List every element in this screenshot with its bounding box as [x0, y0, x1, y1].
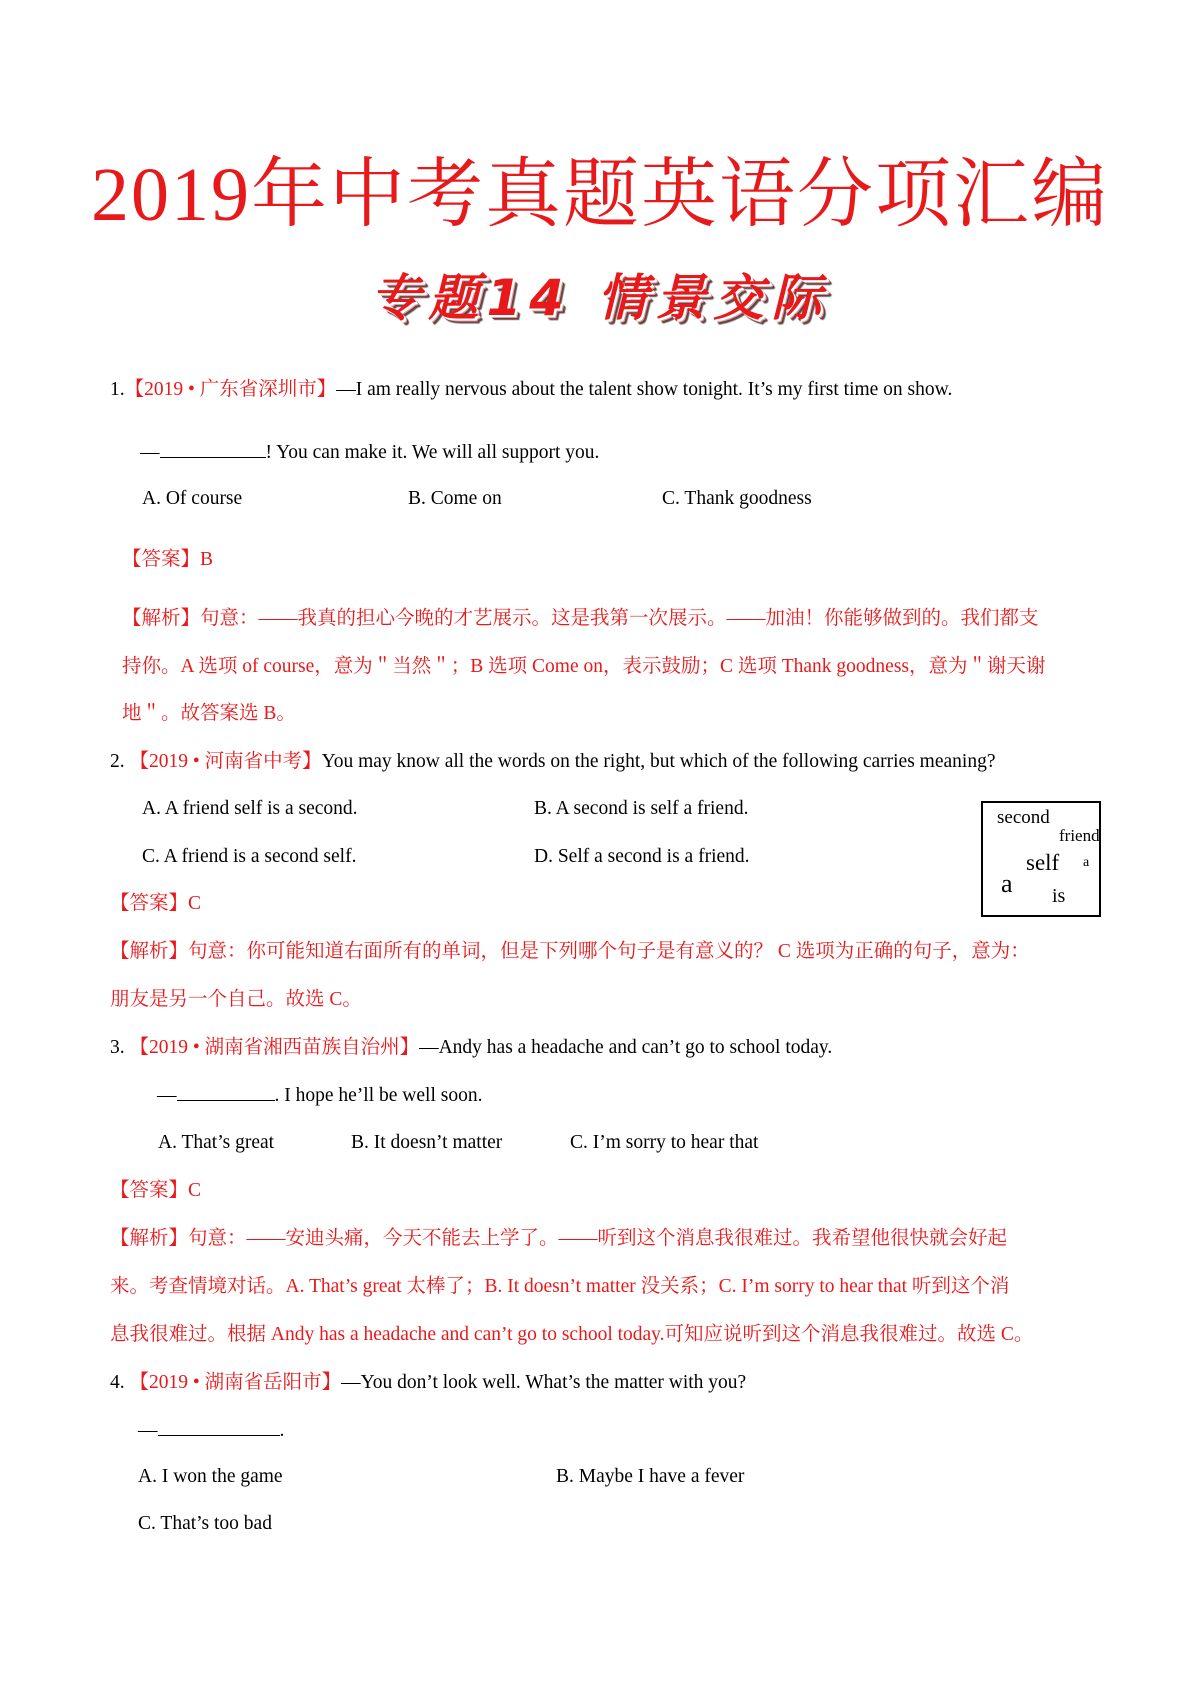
question-1-stem: —I am really nervous about the talent show tonight. It’s my first time on show. — [336, 379, 953, 400]
page-subtitle: 专题14 情景交际 — [370, 269, 830, 327]
question-3-option-a: A. That’s great — [158, 1132, 275, 1153]
question-2-option-a: A. A friend self is a second. — [142, 798, 358, 819]
question-3-blank — [177, 1081, 275, 1101]
question-2-option-d: D. Self a second is a friend. — [534, 846, 750, 867]
question-3-analysis-line-3: 息我很难过。根据 Andy has a headache and can’t go to school today.可知应说听到这个消息我很难过。故选 C。 — [110, 1324, 1034, 1345]
word-a-large: a — [1001, 869, 1013, 898]
question-1-answer: 【答案】B — [122, 549, 214, 570]
question-4-stem-line — [110, 1369, 746, 1397]
question-2-option-c: C. A friend is a second self. — [142, 846, 357, 867]
word-second: second — [997, 807, 1050, 828]
question-1-source: 【2019 • 广东省深圳市】 — [124, 379, 337, 400]
question-1-number: 1. — [110, 379, 125, 400]
question-1-stem-line — [110, 376, 952, 404]
question-1-option-c: C. Thank goodness — [662, 488, 812, 509]
question-3-stem-line — [110, 1034, 832, 1062]
question-2-source: 【2019 • 河南省中考】 — [129, 751, 322, 772]
question-4-stem: —You don’t look well. What’s the matter with you? — [341, 1372, 747, 1393]
question-3-source: 【2019 • 湖南省湘西苗族自治州】 — [129, 1037, 420, 1058]
question-3-answer: 【答案】C — [110, 1180, 202, 1201]
question-2-option-b: B. A second is self a friend. — [534, 798, 749, 819]
question-3-option-c: C. I’m sorry to hear that — [570, 1132, 759, 1153]
question-2-analysis-line-2: 朋友是另一个自己。故选 C。 — [110, 989, 362, 1010]
question-4-reply-prefix: — — [138, 1420, 158, 1441]
question-2-analysis-line-1: 【解析】句意：你可能知道右面所有的单词，但是下列哪个句子是有意义的？ C 选项为正确的句子，意为： — [110, 941, 1030, 962]
question-3-stem: —Andy has a headache and can’t go to school today. — [419, 1037, 833, 1058]
question-1-analysis-line-1: 【解析】句意：——我真的担心今晚的才艺展示。这是我第一次展示。——加油！你能够做到的。我们都支 — [122, 608, 1039, 629]
question-2-stem-line — [110, 748, 995, 776]
question-4-blank — [158, 1416, 280, 1436]
question-1-reply-suffix: ! You can make it. We will all support you. — [265, 442, 600, 463]
question-4-option-c: C. That’s too bad — [138, 1513, 272, 1534]
word-box — [981, 801, 1101, 917]
question-3-option-b: B. It doesn’t matter — [351, 1132, 503, 1153]
question-3-reply-suffix: . I hope he’ll be well soon. — [274, 1085, 483, 1106]
question-1-reply — [140, 438, 599, 467]
word-a-small: a — [1083, 855, 1090, 870]
question-4-source: 【2019 • 湖南省岳阳市】 — [129, 1372, 342, 1393]
question-1-reply-prefix: — — [140, 442, 160, 463]
question-2-number: 2. — [110, 751, 125, 772]
question-4-option-b: B. Maybe I have a fever — [556, 1466, 745, 1487]
question-3-analysis-line-1: 【解析】句意：——安迪头痛，今天不能去上学了。——听到这个消息我很难过。我希望他很快就会好起 — [110, 1228, 1008, 1249]
question-4-option-a: A. I won the game — [138, 1466, 283, 1487]
question-1-option-b: B. Come on — [408, 488, 502, 509]
question-3-number: 3. — [110, 1037, 125, 1058]
question-1-blank — [160, 438, 266, 458]
question-4-number: 4. — [110, 1372, 125, 1393]
page-title: 2019年中考真题英语分项汇编 — [91, 153, 1109, 237]
word-is: is — [1052, 885, 1066, 907]
question-2-answer: 【答案】C — [110, 893, 202, 914]
word-self: self — [1026, 850, 1060, 875]
question-4-reply-suffix: . — [279, 1420, 285, 1441]
word-friend: friend — [1059, 826, 1100, 845]
question-3-reply — [157, 1081, 482, 1110]
question-2-stem: You may know all the words on the right, but which of the following carries meaning? — [321, 751, 996, 772]
question-1-option-a: A. Of course — [142, 488, 243, 509]
question-3-reply-prefix: — — [157, 1085, 177, 1106]
question-3-analysis-line-2: 来。考查情境对话。A. That’s great 太棒了；B. It doesn’t matter 没关系；C. I’m sorry to hear that 听到这个消 — [110, 1276, 1010, 1297]
question-1-analysis-line-2: 持你。A 选项 of course，意为＂当然＂；B 选项 Come on，表示鼓励；C 选项 Thank goodness，意为＂谢天谢 — [122, 656, 1046, 677]
question-1-analysis-line-3: 地＂。故答案选 B。 — [122, 703, 296, 724]
question-4-reply — [138, 1416, 284, 1445]
